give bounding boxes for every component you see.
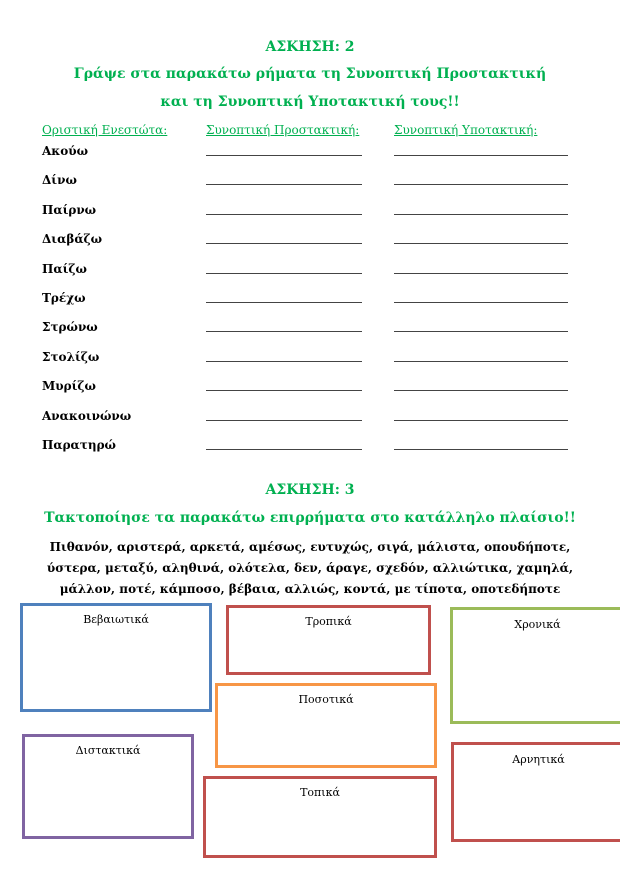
verb-label: Ανακοινώνω [42,408,132,423]
verb-label: Δίνω [42,173,77,188]
header-aorist-imperative: Συνοπτική Προστακτική: [206,123,360,137]
adverb-list-line-1: Πιθανόν, αριστερά, αρκετά, αμέσως, ευτυχώς, σιγά, μάλιστα, οπουδήποτε, [49,540,571,554]
verb-label: Παρατηρώ [42,437,116,452]
box-place[interactable] [203,776,437,858]
box-affirmative[interactable] [20,603,212,712]
verb-label: Μυρίζω [42,379,96,394]
imperative-answer-blank[interactable] [206,449,362,450]
exercise-2-title: ΑΣΚΗΣΗ: 2 [265,39,355,55]
verb-label: Τρέχω [42,290,86,305]
subjunctive-answer-blank[interactable] [394,302,568,303]
subjunctive-answer-blank[interactable] [394,155,568,156]
verb-label: Διαβάζω [42,232,103,247]
adverb-list-line-3: μάλλον, ποτέ, κάμποσο, βέβαια, αλλιώς, κοντά, με τίποτα, οποτεδήποτε [59,582,561,596]
verb-table [42,138,582,461]
subjunctive-answer-blank[interactable] [394,390,568,391]
box-temporal-label: Χρονικά [514,618,561,631]
imperative-answer-blank[interactable] [206,361,362,362]
verb-label: Στολίζω [42,349,100,364]
verb-row [42,314,582,343]
subjunctive-answer-blank[interactable] [394,273,568,274]
exercise-2-instruction-line-1: Γράψε στα παρακάτω ρήματα τη Συνοπτική Προστακτική [73,66,547,82]
verb-label: Παίρνω [42,202,97,217]
verb-row [42,226,582,255]
exercise-3-title: ΑΣΚΗΣΗ: 3 [265,482,355,498]
verb-row [42,197,582,226]
verb-label: Παίζω [42,261,87,276]
box-affirmative-label: Βεβαιωτικά [83,613,149,626]
verb-label: Ακούω [42,144,89,158]
subjunctive-answer-blank[interactable] [394,214,568,215]
imperative-answer-blank[interactable] [206,243,362,244]
verb-label: Στρώνω [42,320,98,335]
verb-row [42,373,582,402]
verb-row [42,344,582,373]
box-negative[interactable] [451,742,620,842]
verb-row [42,256,582,285]
exercise-2-instruction-line-2: και τη Συνοπτική Υποτακτική τους!! [160,94,460,110]
box-negative-label: Αρνητικά [512,753,565,766]
verb-row [42,285,582,314]
subjunctive-answer-blank[interactable] [394,243,568,244]
imperative-answer-blank[interactable] [206,184,362,185]
subjunctive-answer-blank[interactable] [394,331,568,332]
box-manner[interactable] [226,605,431,675]
verb-row [42,167,582,196]
subjunctive-answer-blank[interactable] [394,184,568,185]
box-place-label: Τοπικά [300,786,340,799]
imperative-answer-blank[interactable] [206,420,362,421]
imperative-answer-blank[interactable] [206,302,362,303]
subjunctive-answer-blank[interactable] [394,420,568,421]
box-doubt[interactable] [22,734,194,839]
imperative-answer-blank[interactable] [206,214,362,215]
box-manner-label: Τροπικά [305,615,352,628]
box-quantity[interactable] [215,683,437,768]
imperative-answer-blank[interactable] [206,155,362,156]
header-aorist-subjunctive: Συνοπτική Υποτακτική: [394,123,538,137]
imperative-answer-blank[interactable] [206,331,362,332]
imperative-answer-blank[interactable] [206,390,362,391]
verb-row [42,138,582,167]
exercise-3-instruction: Τακτοποίησε τα παρακάτω επιρρήματα στο κατάλληλο πλαίσιο!! [44,510,576,526]
verb-row [42,403,582,432]
subjunctive-answer-blank[interactable] [394,361,568,362]
imperative-answer-blank[interactable] [206,273,362,274]
header-present-indicative: Οριστική Ενεστώτα: [42,123,168,137]
verb-row [42,432,582,461]
box-quantity-label: Ποσοτικά [298,693,354,706]
subjunctive-answer-blank[interactable] [394,449,568,450]
adverb-list-line-2: ύστερα, μεταξύ, αληθινά, ολότελα, δεν, άραγε, σχεδόν, αλλιώτικα, χαμηλά, [46,561,574,575]
box-temporal[interactable] [450,607,620,724]
box-doubt-label: Διστακτικά [75,744,141,757]
